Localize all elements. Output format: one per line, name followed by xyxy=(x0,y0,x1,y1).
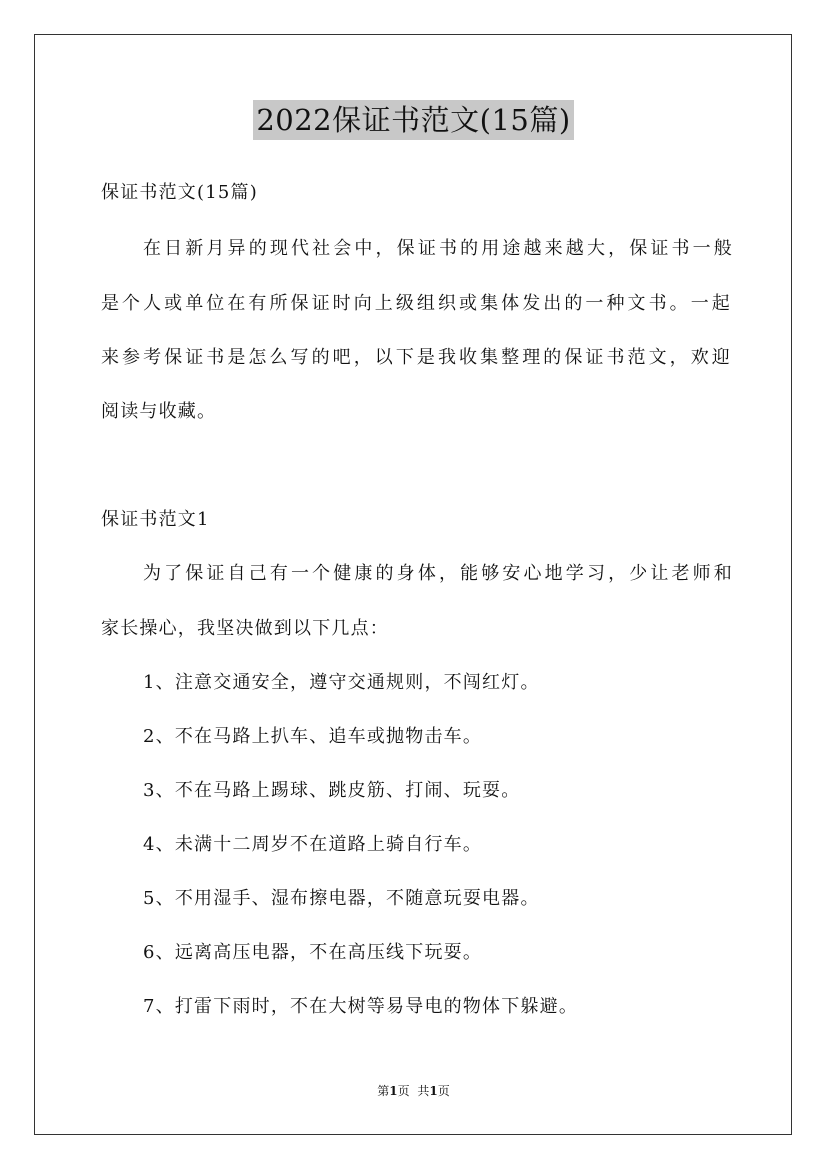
list-item: 4、未满十二周岁不在道路上骑自行车。 xyxy=(143,834,483,855)
subtitle: 保证书范文(15篇) xyxy=(101,182,258,203)
page-footer xyxy=(0,1083,827,1099)
list-item: 6、远离高压电器，不在高压线下玩耍。 xyxy=(143,942,483,963)
list-item: 5、不用湿手、湿布擦电器，不随意玩耍电器。 xyxy=(143,888,540,909)
section-para-line-2: 家长操心，我坚决做到以下几点： xyxy=(101,618,389,639)
intro-line-4: 阅读与收藏。 xyxy=(101,401,217,422)
list-item: 7、打雷下雨时，不在大树等易导电的物体下躲避。 xyxy=(143,996,579,1017)
document-title: 2022保证书范文(15篇) xyxy=(253,100,573,140)
intro-line-1: 在日新月异的现代社会中，保证书的用途越来越大，保证书一般 xyxy=(143,238,733,259)
intro-line-2: 是个人或单位在有所保证时向上级组织或集体发出的一种文书。一起 xyxy=(101,293,731,314)
list-item: 2、不在马路上扒车、追车或抛物击车。 xyxy=(143,726,483,747)
footer-total-number: 1 xyxy=(429,1084,438,1098)
footer-page-prefix: 第 xyxy=(377,1084,390,1098)
section-para-line-1: 为了保证自己有一个健康的身体，能够安心地学习，少让老师和 xyxy=(143,563,733,584)
footer-total-prefix: 共 xyxy=(417,1084,430,1098)
footer-page-number: 1 xyxy=(389,1084,398,1098)
intro-line-3: 来参考保证书是怎么写的吧，以下是我收集整理的保证书范文，欢迎 xyxy=(101,347,731,368)
title-container xyxy=(0,100,827,140)
footer-page-suffix: 页 xyxy=(397,1084,410,1098)
list-item: 1、注意交通安全，遵守交通规则，不闯红灯。 xyxy=(143,672,540,693)
footer-total-suffix: 页 xyxy=(437,1084,450,1098)
list-item: 3、不在马路上踢球、跳皮筋、打闹、玩耍。 xyxy=(143,780,521,801)
section-heading: 保证书范文1 xyxy=(101,509,210,530)
